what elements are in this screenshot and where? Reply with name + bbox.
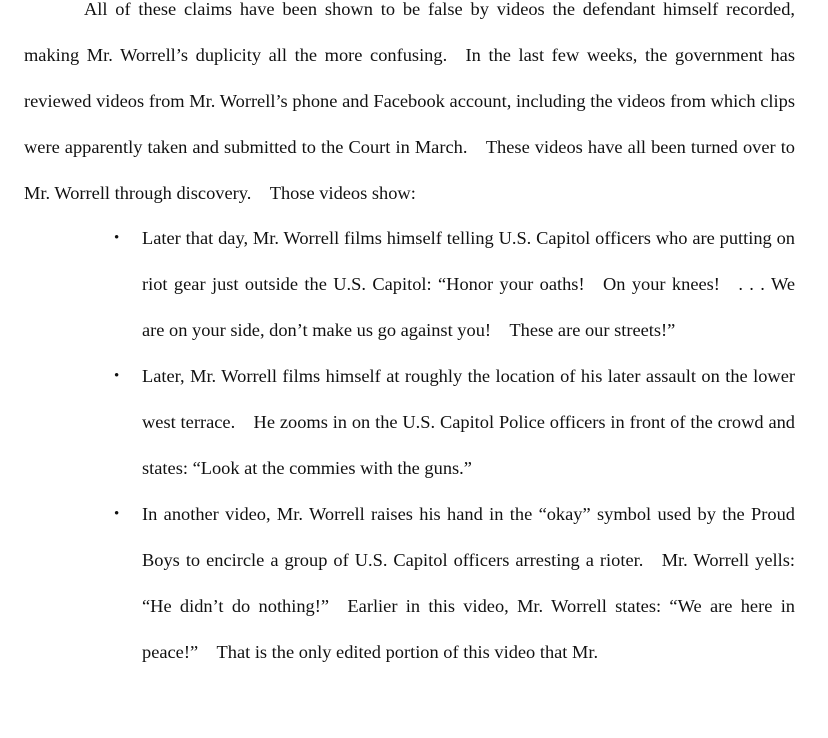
bullet-dot-icon: • <box>114 506 120 522</box>
bullet-list <box>24 215 795 675</box>
bullet-dot-icon: • <box>114 230 120 246</box>
bullet-text-1: Later that day, Mr. Worrell films himself telling U.S. Capitol officers who are putting on riot gear just outside the U.S. Capitol: “Honor your oaths! On your knees! . . . We are on your side, don’t make us go against you! These are our streets!” <box>142 228 795 340</box>
bullet-item-2 <box>24 353 795 491</box>
bullet-text-3: In another video, Mr. Worrell raises his hand in the “okay” symbol used by the Proud Boys to encircle a group of U.S. Capitol officers arresting a rioter. Mr. Worrell yells: “He didn’t do nothing!” Earlier in this video, Mr. Worrell states: “We are here in peace!” That is the only edited portion of this video that Mr. <box>142 504 795 662</box>
intro-paragraph: All of these claims have been shown to be false by videos the defendant himself recorded, making Mr. Worrell’s duplicity all the more confusing. In the last few weeks, the government has reviewed videos from Mr. Worrell’s phone and Facebook account, including the videos from which clips were apparently taken and submitted to the Court in March. These videos have all been turned over to Mr. Worrell through discovery. Those videos show: <box>24 0 795 203</box>
bullet-item-1 <box>24 215 795 353</box>
bullet-item-3 <box>24 491 795 675</box>
bullet-text-2: Later, Mr. Worrell films himself at roughly the location of his later assault on the lower west terrace. He zooms in on the U.S. Capitol Police officers in front of the crowd and states: “Look at the commies with the guns.” <box>142 366 795 478</box>
bullet-dot-icon: • <box>114 368 120 384</box>
intro-paragraph-block <box>24 0 795 216</box>
